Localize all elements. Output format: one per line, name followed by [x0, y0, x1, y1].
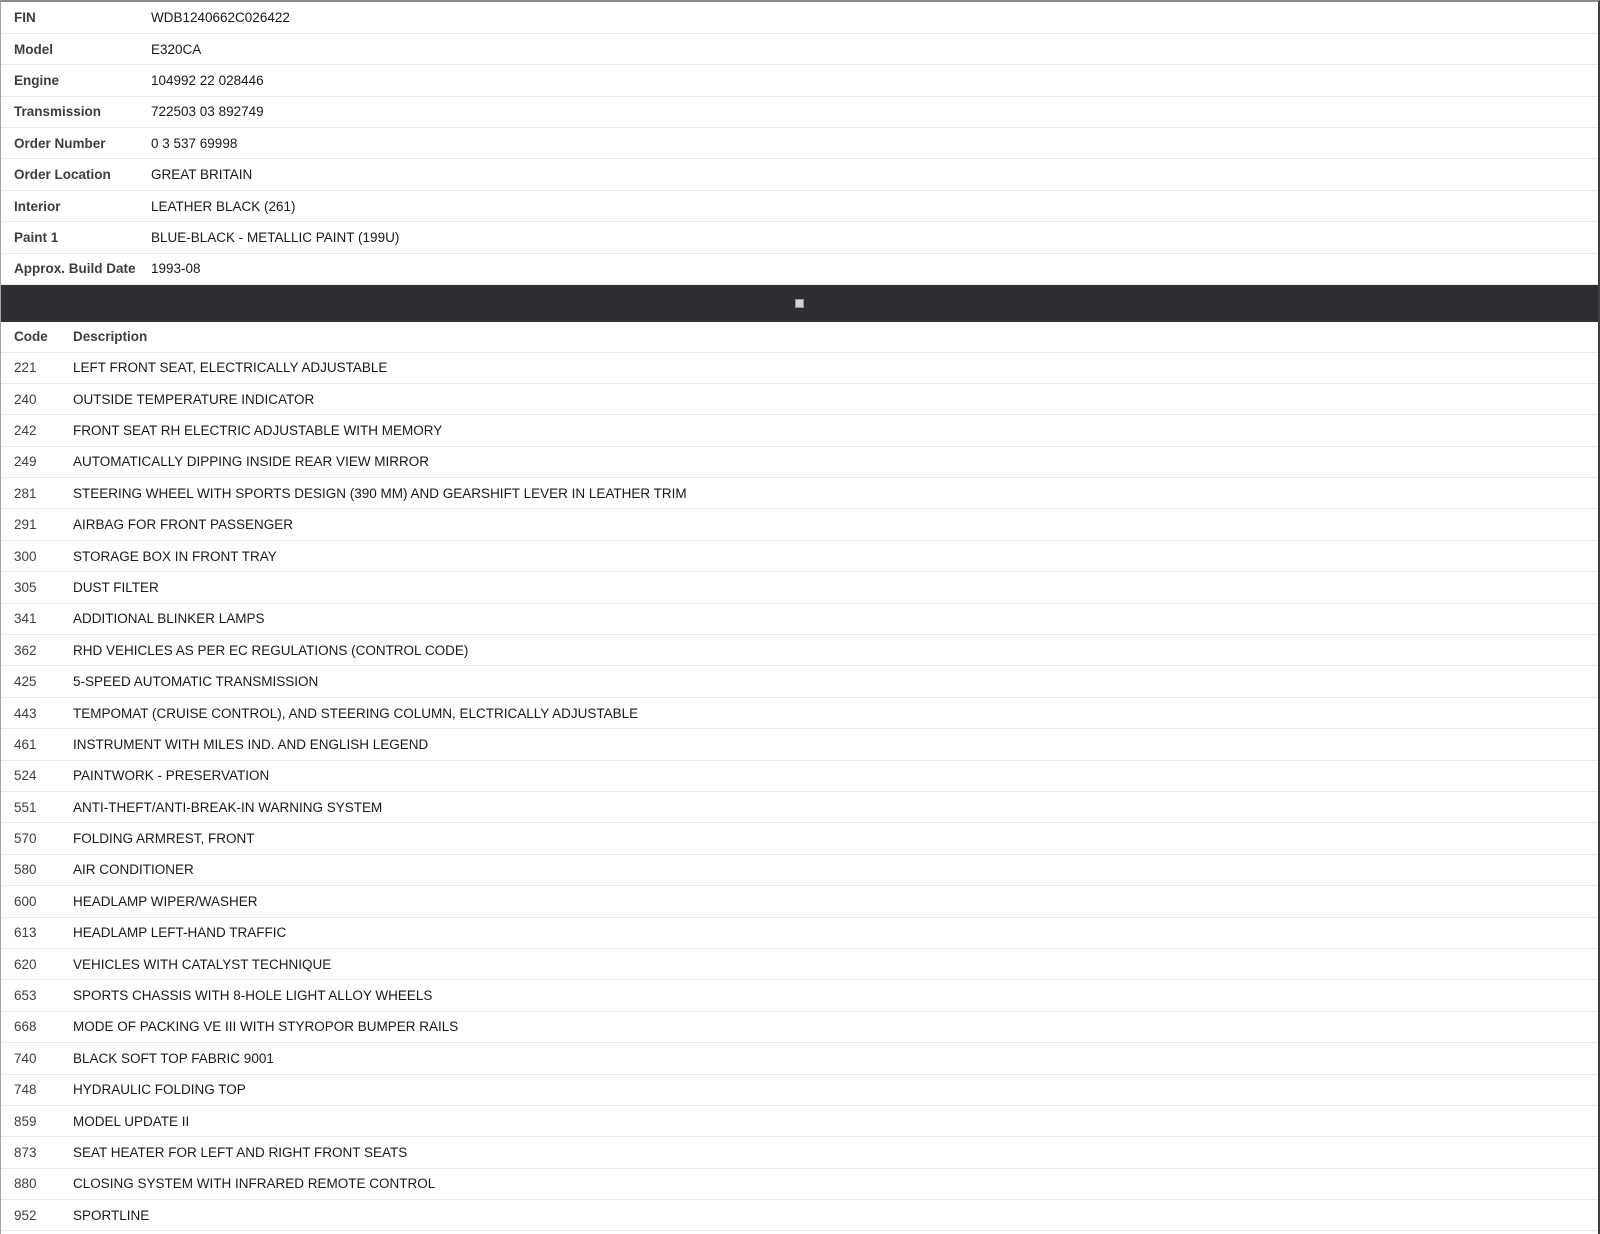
- option-code: 242: [14, 422, 37, 438]
- option-description: HEADLAMP LEFT-HAND TRAFFIC: [73, 925, 287, 941]
- option-code-row: [1, 572, 1598, 603]
- option-code-row: [1, 1168, 1598, 1199]
- option-code: 859: [14, 1113, 37, 1129]
- option-description: CLOSING SYSTEM WITH INFRARED REMOTE CONTROL: [73, 1176, 436, 1192]
- info-row-value: GREAT BRITAIN: [151, 167, 253, 183]
- option-code: 281: [14, 485, 37, 501]
- option-code-row: [1, 1043, 1598, 1074]
- info-row-value: WDB1240662C026422: [151, 9, 290, 25]
- info-row: [1, 253, 1598, 284]
- option-description: MODE OF PACKING VE III WITH STYROPOR BUMPER RAILS: [73, 1019, 459, 1035]
- info-row-label: Order Location: [14, 167, 111, 183]
- option-code: 291: [14, 517, 37, 533]
- codes-header-row: [1, 322, 1598, 352]
- option-code: 873: [14, 1144, 37, 1160]
- option-code-row: [1, 635, 1598, 666]
- option-code: 524: [14, 768, 37, 784]
- info-row: [1, 190, 1598, 221]
- option-code-row: [1, 352, 1598, 383]
- option-code: 580: [14, 862, 37, 878]
- option-description: FOLDING ARMREST, FRONT: [73, 831, 255, 847]
- option-code-row: [1, 603, 1598, 634]
- option-code: 880: [14, 1176, 37, 1192]
- option-description: FRONT SEAT RH ELECTRIC ADJUSTABLE WITH MEMORY: [73, 422, 443, 438]
- info-row-value: 0 3 537 69998: [151, 135, 238, 151]
- info-row: [1, 96, 1598, 127]
- option-description: STORAGE BOX IN FRONT TRAY: [73, 548, 277, 564]
- option-code: 748: [14, 1082, 37, 1098]
- option-code-row: [1, 666, 1598, 697]
- info-row-value: 1993-08: [151, 261, 201, 277]
- option-description: RHD VEHICLES AS PER EC REGULATIONS (CONTROL CODE): [73, 642, 469, 658]
- option-code-row: [1, 1105, 1598, 1136]
- info-row-label: Model: [14, 41, 53, 57]
- option-code: 362: [14, 642, 37, 658]
- option-code: 952: [14, 1207, 37, 1223]
- option-code-row: [1, 478, 1598, 509]
- info-row-label: FIN: [14, 9, 36, 25]
- option-code-row: [1, 540, 1598, 571]
- option-code-row: [1, 854, 1598, 885]
- description-column-header: Description: [73, 329, 148, 345]
- info-row: [1, 2, 1598, 33]
- option-code-row: [1, 446, 1598, 477]
- option-code-row: [1, 760, 1598, 791]
- option-code: 570: [14, 831, 37, 847]
- option-description: AIRBAG FOR FRONT PASSENGER: [73, 517, 294, 533]
- code-column-header: Code: [14, 329, 48, 345]
- info-row-value: 104992 22 028446: [151, 72, 264, 88]
- option-description: PAINTWORK - PRESERVATION: [73, 768, 270, 784]
- option-description: AIR CONDITIONER: [73, 862, 194, 878]
- option-code: 305: [14, 579, 37, 595]
- option-code-row: [1, 1011, 1598, 1042]
- option-code: 613: [14, 925, 37, 941]
- option-code-row: [1, 980, 1598, 1011]
- option-code: 740: [14, 1050, 37, 1066]
- option-description: ADDITIONAL BLINKER LAMPS: [73, 611, 265, 627]
- option-description: ANTI-THEFT/ANTI-BREAK-IN WARNING SYSTEM: [73, 799, 383, 815]
- option-code-row: [1, 383, 1598, 414]
- option-description: HEADLAMP WIPER/WASHER: [73, 893, 258, 909]
- option-code: 653: [14, 988, 37, 1004]
- option-code: 249: [14, 454, 37, 470]
- option-description: SPORTS CHASSIS WITH 8-HOLE LIGHT ALLOY WHEELS: [73, 988, 433, 1004]
- option-description: 5-SPEED AUTOMATIC TRANSMISSION: [73, 674, 319, 690]
- option-code-row: [1, 886, 1598, 917]
- option-description: STEERING WHEEL WITH SPORTS DESIGN (390 MM) AND GEARSHIFT LEVER IN LEATHER TRIM: [73, 485, 687, 501]
- option-description: SEAT HEATER FOR LEFT AND RIGHT FRONT SEATS: [73, 1144, 408, 1160]
- option-code-row: [1, 917, 1598, 948]
- info-row-label: Order Number: [14, 135, 106, 151]
- option-code: 600: [14, 893, 37, 909]
- vehicle-datacard-page: [1, 2, 1598, 1231]
- info-row-label: Interior: [14, 198, 61, 214]
- option-code: 443: [14, 705, 37, 721]
- option-description: DUST FILTER: [73, 579, 159, 595]
- vehicle-info-table: [1, 2, 1598, 285]
- option-code-row: [1, 729, 1598, 760]
- option-code-row: [1, 697, 1598, 728]
- option-description: AUTOMATICALLY DIPPING INSIDE REAR VIEW MIRROR: [73, 454, 430, 470]
- option-code: 668: [14, 1019, 37, 1035]
- option-description: SPORTLINE: [73, 1207, 150, 1223]
- info-row-label: Engine: [14, 72, 60, 88]
- option-description: OUTSIDE TEMPERATURE INDICATOR: [73, 391, 315, 407]
- option-code: 620: [14, 956, 37, 972]
- option-code-row: [1, 415, 1598, 446]
- option-code-row: [1, 823, 1598, 854]
- info-row-label: Approx. Build Date: [14, 261, 136, 277]
- info-row: [1, 128, 1598, 159]
- option-code-row: [1, 948, 1598, 979]
- option-description: HYDRAULIC FOLDING TOP: [73, 1082, 246, 1098]
- option-code-row: [1, 1074, 1598, 1105]
- option-code-row: [1, 1200, 1598, 1231]
- option-code: 300: [14, 548, 37, 564]
- option-code: 240: [14, 391, 37, 407]
- option-description: BLACK SOFT TOP FABRIC 9001: [73, 1050, 274, 1066]
- option-code: 341: [14, 611, 37, 627]
- info-row-value: LEATHER BLACK (261): [151, 198, 296, 214]
- option-code: 221: [14, 360, 37, 376]
- info-row-value: 722503 03 892749: [151, 104, 264, 120]
- option-description: MODEL UPDATE II: [73, 1113, 190, 1129]
- option-code: 461: [14, 736, 37, 752]
- option-codes-table: [1, 322, 1598, 1231]
- option-description: VEHICLES WITH CATALYST TECHNIQUE: [73, 956, 332, 972]
- info-row-value: E320CA: [151, 41, 202, 57]
- option-code-row: [1, 1137, 1598, 1168]
- option-description: INSTRUMENT WITH MILES IND. AND ENGLISH LEGEND: [73, 736, 429, 752]
- option-code-row: [1, 791, 1598, 822]
- info-row: [1, 33, 1598, 64]
- info-row-label: Paint 1: [14, 229, 59, 245]
- info-row: [1, 65, 1598, 96]
- option-description: LEFT FRONT SEAT, ELECTRICALLY ADJUSTABLE: [73, 360, 388, 376]
- option-code-row: [1, 509, 1598, 540]
- option-description: TEMPOMAT (CRUISE CONTROL), AND STEERING COLUMN, ELCTRICALLY ADJUSTABLE: [73, 705, 639, 721]
- info-row-label: Transmission: [14, 104, 102, 120]
- info-row: [1, 222, 1598, 253]
- info-row-value: BLUE-BLACK - METALLIC PAINT (199U): [151, 229, 400, 245]
- broken-image-icon: [795, 299, 804, 308]
- options-banner: [1, 285, 1598, 322]
- option-code: 551: [14, 799, 37, 815]
- info-row: [1, 159, 1598, 190]
- option-code: 425: [14, 674, 37, 690]
